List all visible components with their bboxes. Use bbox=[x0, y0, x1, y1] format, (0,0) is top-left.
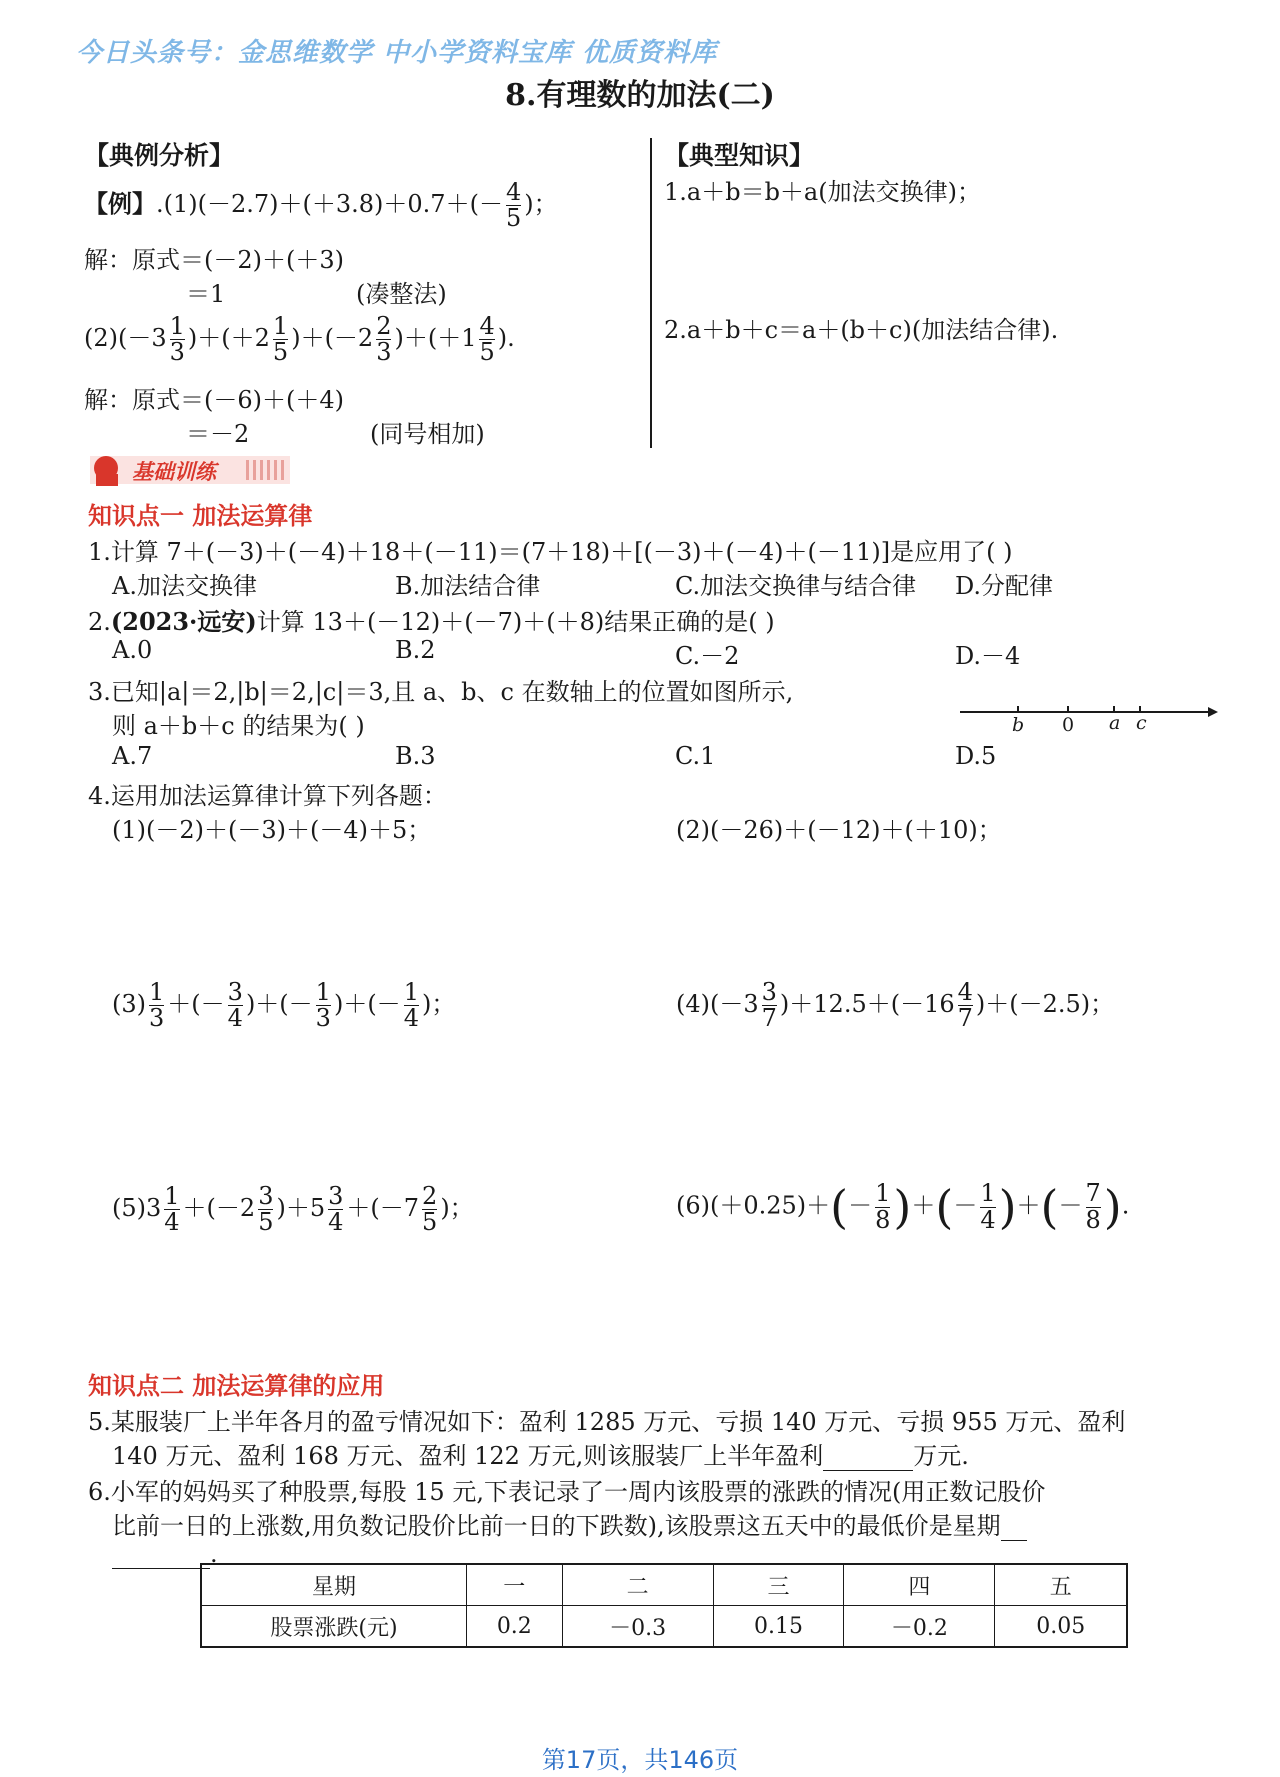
page-indicator: 第17页，共146页 bbox=[541, 1746, 739, 1774]
table-cell: 四 bbox=[844, 1564, 995, 1606]
table-cell: 五 bbox=[995, 1564, 1127, 1606]
answer-blank[interactable] bbox=[823, 1442, 913, 1471]
solution-2-note: (同号相加) bbox=[370, 420, 485, 448]
question-2-source: (2023·远安) bbox=[110, 607, 257, 636]
number-line-label-b: b bbox=[1012, 714, 1025, 736]
table-cell: －0.2 bbox=[844, 1606, 995, 1648]
q4-item-6: (6)(＋0.25)＋(－ $\frac{1}{8}$ )＋(－ $\frac{1}{4}$ )＋(－ $\frac{7}{8}$ ). bbox=[676, 1179, 1130, 1234]
question-2: 2.(2023·远安)计算 13＋(－12)＋(－7)＋(＋8)结果正确的是( ) bbox=[88, 607, 775, 636]
example-label: 【例】 bbox=[84, 189, 156, 219]
question-6-line-1: 6.小军的妈妈买了种股票,每股 15 元,下表记录了一周内该股票的涨跌的情况(用正数记股价 bbox=[88, 1478, 1046, 1506]
table-cell: 0.2 bbox=[467, 1606, 563, 1648]
table-cell: 股票涨跌(元) bbox=[201, 1606, 467, 1648]
solution-1-note: (凑整法) bbox=[356, 280, 447, 308]
solution-2-line-2: ＝－2 bbox=[186, 420, 250, 448]
q3-option-a: A.7 bbox=[112, 742, 153, 770]
question-5-line-1: 5.某服装厂上半年各月的盈亏情况如下：盈利 1285 万元、亏损 140 万元、亏损 955 万元、盈利 bbox=[88, 1408, 1126, 1436]
number-line-label-c: c bbox=[1136, 712, 1147, 734]
example-2: (2)(－3 $\frac{1}{3}$ )＋(＋2 $\frac{1}{5}$ )＋(－2 $\frac{2}{3}$ )＋(＋1 $\frac{4}{5}$ ). bbox=[84, 312, 515, 367]
number-line-label-a: a bbox=[1109, 712, 1121, 734]
watermark: 今日头条号：金思维数学 中小学资料宝库 优质资料库 bbox=[76, 38, 718, 68]
answer-blank[interactable] bbox=[1001, 1512, 1027, 1541]
example-1 bbox=[84, 180, 558, 231]
solution-2-line-1: 解：原式＝(－6)＋(＋4) bbox=[84, 386, 344, 414]
knowledge-point-2: 知识点二 加法运算律的应用 bbox=[88, 1372, 385, 1400]
number-line bbox=[960, 700, 1220, 740]
question-3-line-2: 则 a＋b＋c 的结果为( ) bbox=[112, 712, 365, 740]
stock-table bbox=[200, 1563, 1128, 1648]
answer-blank[interactable] bbox=[112, 1540, 210, 1569]
knowledge-heading: 【典型知识】 bbox=[664, 141, 815, 170]
q4-item-5: (5)3 $\frac{1}{4}$ ＋(－2 $\frac{3}{5}$ )＋5 $\frac{3}{4}$ ＋(－7 $\frac{2}{5}$ )； bbox=[112, 1182, 474, 1237]
question-4: 4.运用加法运算律计算下列各题： bbox=[88, 782, 447, 810]
q3-option-d: D.5 bbox=[955, 742, 997, 770]
table-cell: 0.05 bbox=[995, 1606, 1127, 1648]
table-cell: 星期 bbox=[201, 1564, 467, 1606]
example-1-end: )； bbox=[524, 190, 558, 219]
q1-option-c: C.加法交换律与结合律 bbox=[675, 572, 917, 600]
page-title: 8.有理数的加法(二) bbox=[505, 78, 775, 113]
q2-option-b: B.2 bbox=[395, 636, 436, 664]
q4-item-3: (3) $\frac{1}{3}$ ＋(－ $\frac{3}{4}$ )＋(－ $\frac{1}{3}$ )＋(－ $\frac{1}{4}$ )； bbox=[112, 978, 456, 1033]
solution-1-line-2: ＝1 bbox=[186, 280, 226, 308]
banner-label: 基础训练 bbox=[132, 460, 216, 484]
table-cell: 二 bbox=[562, 1564, 713, 1606]
q4-item-4: (4)(－3 $\frac{3}{7}$ )＋12.5＋(－16 $\frac{4}{7}$ )＋(－2.5)； bbox=[676, 978, 1115, 1033]
table-row bbox=[201, 1564, 1127, 1606]
column-divider bbox=[650, 138, 652, 448]
q4-item-1: (1)(－2)＋(－3)＋(－4)＋5； bbox=[112, 816, 432, 844]
q2-option-d: D.－4 bbox=[955, 642, 1021, 670]
q1-option-b: B.加法结合律 bbox=[395, 572, 541, 600]
q3-option-c: C.1 bbox=[675, 742, 716, 770]
q2-option-a: A.0 bbox=[112, 636, 153, 664]
q3-option-b: B.3 bbox=[395, 742, 436, 770]
fraction: $\frac{4}{5}$ bbox=[505, 178, 522, 233]
question-1: 1.计算 7＋(－3)＋(－4)＋18＋(－11)＝(7＋18)＋[(－3)＋(－4)＋(－11)]是应用了( ) bbox=[88, 538, 1013, 566]
law-1: 1.a＋b＝b＋a(加法交换律)； bbox=[664, 178, 981, 206]
example-heading: 【典例分析】 bbox=[84, 141, 235, 170]
q1-option-d: D.分配律 bbox=[955, 572, 1054, 600]
table-cell: －0.3 bbox=[562, 1606, 713, 1648]
knowledge-point-1: 知识点一 加法运算律 bbox=[88, 502, 313, 530]
question-5-line-2: 140 万元、盈利 168 万元、盈利 122 万元,则该服装厂上半年盈利 万元. bbox=[112, 1442, 969, 1470]
example-1-text: .(1)(－2.7)＋(＋3.8)＋0.7＋(－ bbox=[156, 190, 503, 219]
question-6-line-2: 比前一日的上涨数,用负数记股价比前一日的下跌数),该股票这五天中的最低价是星期 bbox=[112, 1506, 1027, 1541]
table-row bbox=[201, 1606, 1127, 1648]
solution-1-line-1: 解：原式＝(－2)＋(＋3) bbox=[84, 246, 344, 274]
law-2: 2.a＋b＋c＝a＋(b＋c)(加法结合律). bbox=[664, 316, 1059, 344]
question-6-line-3: . bbox=[112, 1540, 218, 1569]
table-cell: 三 bbox=[713, 1564, 844, 1606]
q1-option-a: A.加法交换律 bbox=[112, 572, 257, 600]
q2-option-c: C.－2 bbox=[675, 642, 740, 670]
number-line-label-zero: 0 bbox=[1062, 714, 1075, 736]
table-cell: 一 bbox=[467, 1564, 563, 1606]
question-3-line-1: 3.已知|a|＝2,|b|＝2,|c|＝3,且 a、b、c 在数轴上的位置如图所示, bbox=[88, 678, 794, 706]
section-banner bbox=[86, 452, 316, 488]
q4-item-2: (2)(－26)＋(－12)＋(＋10)； bbox=[676, 816, 1002, 844]
table-cell: 0.15 bbox=[713, 1606, 844, 1648]
